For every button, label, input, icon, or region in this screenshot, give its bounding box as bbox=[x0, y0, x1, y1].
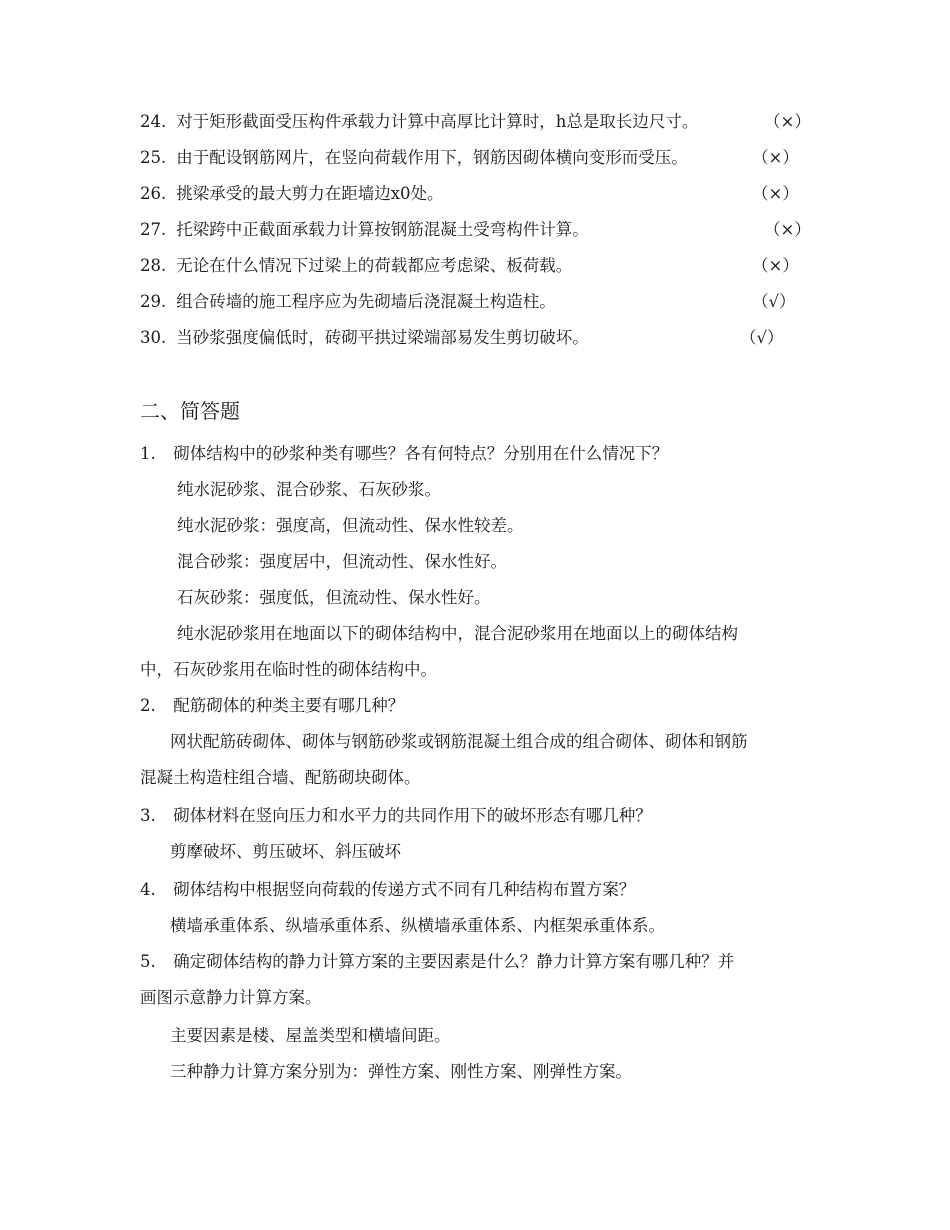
answer-mark: （√） bbox=[740, 328, 784, 347]
item-number: 25. bbox=[140, 148, 167, 167]
question-5 bbox=[140, 944, 734, 980]
question-text: 砌体材料在竖向压力和水平力的共同作用下的破坏形态有哪几种？ bbox=[173, 806, 652, 825]
question-number: 3. bbox=[140, 806, 156, 825]
tf-item-25 bbox=[140, 140, 820, 176]
item-text: 挑梁承受的最大剪力在距墙边x0处。 bbox=[176, 184, 444, 203]
item-number: 29. bbox=[140, 292, 167, 311]
answer-line: 主要因素是楼、屋盖类型和横墙间距。 bbox=[170, 1026, 451, 1045]
question-3 bbox=[140, 798, 652, 834]
tf-item-27 bbox=[140, 212, 820, 248]
question-number: 2. bbox=[140, 696, 156, 715]
answer-line: 剪摩破坏、剪压破坏、斜压破坏 bbox=[170, 842, 401, 861]
question-text: 确定砌体结构的静力计算方案的主要因素是什么？静力计算方案有哪几种？并 bbox=[173, 952, 735, 971]
question-text: 砌体结构中根据竖向荷载的传递方式不同有几种结构布置方案？ bbox=[173, 880, 636, 899]
answer-line: 三种静力计算方案分别为：弹性方案、刚性方案、刚弹性方案。 bbox=[170, 1062, 632, 1081]
item-number: 26. bbox=[140, 184, 167, 203]
answer-paragraph-line: 网状配筋砖砌体、砌体与钢筋砂浆或钢筋混凝土组合成的组合砌体、砌体和钢筋 bbox=[170, 732, 748, 751]
question-1 bbox=[140, 436, 668, 472]
item-text: 组合砖墙的施工程序应为先砌墙后浇混凝土构造柱。 bbox=[176, 292, 556, 311]
question-number: 4. bbox=[140, 880, 156, 899]
question-text-continued: 画图示意静力计算方案。 bbox=[140, 988, 322, 1007]
question-4 bbox=[140, 872, 635, 908]
answer-mark: （×） bbox=[764, 220, 811, 239]
answer-paragraph-line: 中，石灰砂浆用在临时性的砌体结构中。 bbox=[140, 660, 437, 679]
question-2 bbox=[140, 688, 404, 724]
question-number: 5. bbox=[140, 952, 156, 971]
answer-line: 横墙承重体系、纵墙承重体系、纵横墙承重体系、内框架承重体系。 bbox=[170, 916, 665, 935]
question-text: 砌体结构中的砂浆种类有哪些？各有何特点？分别用在什么情况下？ bbox=[173, 444, 669, 463]
answer-mark: （×） bbox=[752, 184, 799, 203]
item-text: 对于矩形截面受压构件承载力计算中高厚比计算时，h总是取长边尺寸。 bbox=[176, 112, 699, 131]
answer-paragraph-line: 混凝土构造柱组合墙、配筋砌块砌体。 bbox=[140, 768, 421, 787]
answer-line: 石灰砂浆：强度低，但流动性、保水性好。 bbox=[177, 588, 491, 607]
item-number: 30. bbox=[140, 328, 167, 347]
item-number: 24. bbox=[140, 112, 167, 131]
tf-item-24 bbox=[140, 104, 820, 140]
answer-line: 纯水泥砂浆、混合砂浆、石灰砂浆。 bbox=[177, 480, 441, 499]
answer-mark: （×） bbox=[764, 112, 811, 131]
section-title: 二、简答题 bbox=[140, 399, 240, 423]
answer-mark: （×） bbox=[752, 256, 799, 275]
item-text: 无论在什么情况下过梁上的荷载都应考虑梁、板荷载。 bbox=[176, 256, 573, 275]
item-text: 由于配设钢筋网片，在竖向荷载作用下，钢筋因砌体横向变形而受压。 bbox=[176, 148, 688, 167]
answer-mark: （×） bbox=[752, 148, 799, 167]
question-number: 1. bbox=[140, 444, 156, 463]
answer-line: 纯水泥砂浆：强度高，但流动性、保水性较差。 bbox=[177, 516, 524, 535]
answer-paragraph-line: 纯水泥砂浆用在地面以下的砌体结构中，混合泥砂浆用在地面以上的砌体结构 bbox=[177, 624, 738, 643]
item-text: 托梁跨中正截面承载力计算按钢筋混凝土受弯构件计算。 bbox=[176, 220, 589, 239]
tf-item-30 bbox=[140, 320, 820, 356]
tf-item-28 bbox=[140, 248, 820, 284]
tf-item-26 bbox=[140, 176, 820, 212]
answer-line: 混合砂浆：强度居中，但流动性、保水性好。 bbox=[177, 552, 507, 571]
item-text: 当砂浆强度偏低时，砖砌平拱过梁端部易发生剪切破坏。 bbox=[176, 328, 589, 347]
item-number: 28. bbox=[140, 256, 167, 275]
tf-item-29 bbox=[140, 284, 820, 320]
question-text: 配筋砌体的种类主要有哪几种？ bbox=[173, 696, 405, 715]
answer-mark: （√） bbox=[752, 292, 796, 311]
item-number: 27. bbox=[140, 220, 167, 239]
